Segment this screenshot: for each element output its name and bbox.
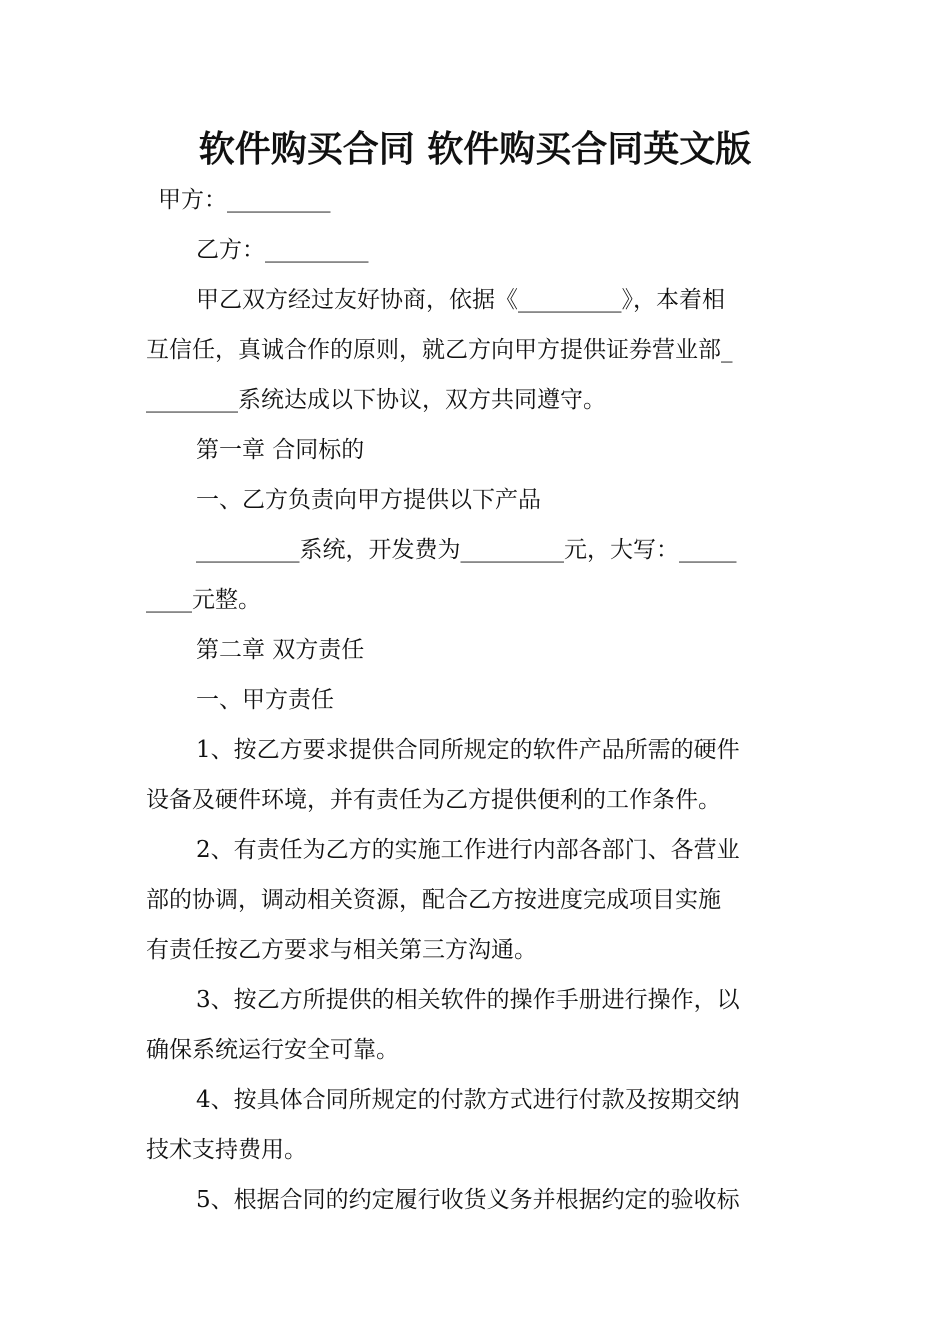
- duty-4-line-1: 4、按具体合同所规定的付款方式进行付款及按期交纳: [196, 1087, 740, 1113]
- duty-2-line-2: 部的协调，调动相关资源，配合乙方按进度完成项目实施: [146, 887, 721, 913]
- party-a-duties-heading: 一、甲方责任: [196, 687, 334, 713]
- intro-line-3: ________系统达成以下协议，双方共同遵守。: [146, 387, 606, 413]
- duty-3-line-1: 3、按乙方所提供的相关软件的操作手册进行操作，以: [196, 987, 740, 1013]
- intro-line-2: 互信任，真诚合作的原则，就乙方向甲方提供证券营业部_: [146, 337, 733, 363]
- duty-4-line-2: 技术支持费用。: [146, 1137, 307, 1163]
- duty-1-line-1: 1、按乙方要求提供合同所规定的软件产品所需的硬件: [196, 737, 740, 763]
- intro-line-1: 甲乙双方经过友好协商，依据《_________》，本着相: [196, 287, 725, 313]
- product-line-2: ____元整。: [146, 587, 261, 613]
- duty-3-line-2: 确保系统运行安全可靠。: [146, 1037, 399, 1063]
- duty-1-line-2: 设备及硬件环境，并有责任为乙方提供便利的工作条件。: [146, 787, 721, 813]
- party-a-line: 甲方：_________: [158, 187, 331, 213]
- party-b-line: 乙方：_________: [196, 237, 369, 263]
- duty-5-line-1: 5、根据合同的约定履行收货义务并根据约定的验收标: [196, 1187, 740, 1213]
- document-title: 软件购买合同 软件购买合同英文版: [198, 129, 752, 170]
- chapter-1-heading: 第一章 合同标的: [196, 437, 365, 463]
- section-1-heading: 一、乙方负责向甲方提供以下产品: [196, 487, 541, 513]
- duty-2-line-3: 有责任按乙方要求与相关第三方沟通。: [146, 937, 537, 963]
- product-line-1: _________系统，开发费为_________元，大写：_____: [196, 537, 737, 563]
- duty-2-line-1: 2、有责任为乙方的实施工作进行内部各部门、各营业: [196, 837, 740, 863]
- chapter-2-heading: 第二章 双方责任: [196, 637, 365, 663]
